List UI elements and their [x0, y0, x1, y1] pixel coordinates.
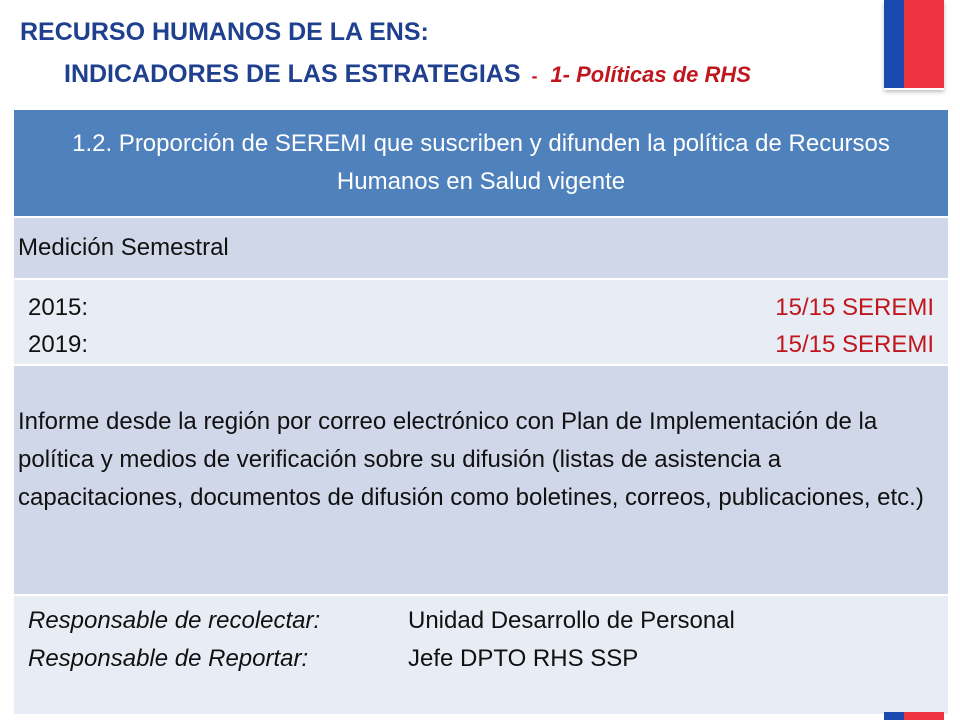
responsable-label: Responsable de recolectar: — [28, 607, 321, 634]
frequency-row — [14, 218, 948, 280]
value-result: 15/15 SEREMI — [775, 294, 934, 321]
responsable-line — [28, 640, 948, 678]
responsable-line — [28, 602, 948, 640]
indicator-table — [14, 110, 948, 714]
subtitle-section: 1- Políticas de RHS — [550, 62, 751, 87]
responsable-value: Jefe DPTO RHS SSP — [408, 645, 639, 672]
chile-flag-logo — [884, 0, 944, 90]
value-year: 2015: — [28, 294, 89, 321]
chile-flag-footer — [884, 712, 944, 720]
flag-blue-band — [884, 0, 904, 88]
flag-blue-band — [884, 712, 904, 720]
flag-red-band — [904, 712, 944, 720]
page-subtitle — [64, 60, 751, 89]
value-result: 15/15 SEREMI — [775, 331, 934, 358]
verification-text: Informe desde la región por correo electrónico con Plan de Implementación de la política y medios de verificación sobre su difusión (listas de asistencia a capacitaciones, documentos de difusión como boletines, correos, publicaciones, etc.) — [18, 408, 924, 511]
page-title: RECURSO HUMANOS DE LA ENS: — [20, 18, 429, 46]
value-line — [28, 289, 934, 326]
indicator-name-row — [14, 110, 948, 218]
flag-red-band — [904, 0, 944, 88]
subtitle-main: INDICADORES DE LAS ESTRATEGIAS — [64, 60, 521, 88]
value-year: 2019: — [28, 331, 89, 358]
value-line — [28, 326, 934, 363]
frequency-text: Medición Semestral — [18, 234, 229, 261]
responsable-value: Unidad Desarrollo de Personal — [408, 607, 735, 634]
verification-row — [14, 366, 948, 596]
subtitle-separator: - — [531, 66, 538, 86]
responsable-label: Responsable de Reportar: — [28, 645, 309, 672]
indicator-name: 1.2. Proporción de SEREMI que suscriben y difunden la política de Recursos Humanos en Salud vigente — [72, 130, 890, 195]
values-row — [14, 280, 948, 366]
responsables-row — [14, 596, 948, 714]
